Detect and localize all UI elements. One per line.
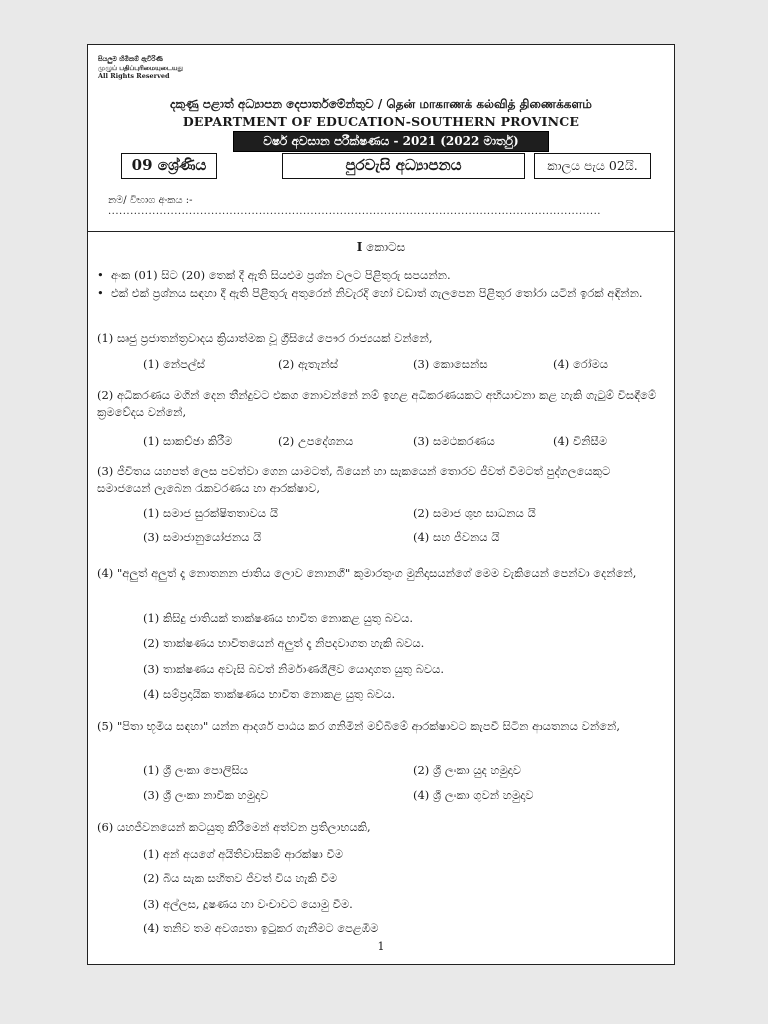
answer-option: (4) සම්ප්‍රදායික තාක්ෂණය භාවිත නොකළ යුතු බවය. [143,687,396,701]
answer-option: (3) අල්ලස, දූෂණය හා වංචාවට යොමු වීම. [143,897,353,911]
subject-box: පුරවැසි අධ්‍යාපනය [282,153,525,179]
answer-option: (4) ශ්‍රී ලංකා ගුවන් හමුදාව [413,788,534,802]
answer-option: (2) උපදේශනය [278,434,354,448]
answer-option: (4) සහ ජීවනය යි [413,530,500,544]
answer-option: (1) අන් අයගේ අයිතිවාසිකම් ආරක්ෂා වීම [143,847,344,861]
exam-paper [87,44,675,965]
question [97,387,664,421]
answer-option: (2) තාක්ෂණය භාවිතයෙන් අලුත් දෑ නිපදවාගත හැකි බවය. [143,636,425,650]
answer-option: (2) ශ්‍රී ලංකා යුද හමුදාව [413,763,522,777]
instruction-item [97,267,662,284]
copyright-notice [98,55,183,81]
bullet: • [97,286,104,300]
department-name-local: දකුණු පළාත් අධ්‍යාපන දෙපාර්තමේන්තුව / தென் மாகாணக் கல்வித் திணைக்களம் [170,97,592,111]
answer-option: (3) කොසෙන්ස [413,357,488,371]
answer-option: (3) සමාජානුයෝජනය යි [143,530,262,544]
answer-option: (3) තාක්ෂණය අවැසි බවත් නිර්මාණශීලීව යොදාගත යුතු බවය. [143,662,445,676]
answer-option: (1) ශ්‍රී ලංකා පොලිසිය [143,763,249,777]
question-number: (4) [97,566,114,580]
paper-header [88,45,674,232]
answer-option: (2) සමාජ ශුභ සාධනය යි [413,506,536,520]
question [97,330,664,347]
answer-option: (4) විනිසීම [553,434,608,448]
question-text: සෘජු ප්‍රජාතන්ත්‍රවාදය ක්‍රියාත්මක වූ ග්‍රීසියේ පෞර රාජ්‍යයක් වන්නේ, [116,331,433,345]
question [97,463,664,497]
answer-option: (3) සමථකරණය [413,434,495,448]
question [97,565,664,582]
page-number: 1 [377,940,385,953]
answer-option: (2) බිය සැක සහිතව ජීවත් විය හැකි වීම [143,871,338,885]
copyright-line: All Rights Reserved [98,72,170,80]
question-number: (2) [97,388,114,402]
answer-option: (1) සාකච්ඡා කිරීම [143,434,233,448]
instruction-text: අංක (01) සිට (20) තෙක් දී ඇති සියළුම ප්‍රශ්න වලට පිළිතුරු සපයන්න. [111,268,451,282]
name-label: නම/ විභාග අංකය :- [108,195,193,206]
question-text: "පිතා භූමිය සඳහා" යන්න ආදර්ශ පාඨය කර ගනිමින් මව්බිමේ ආරක්ෂාවට කැපවී සිටින ආයතනය වන්නේ, [116,719,620,733]
question [97,819,664,836]
answer-option: (1) කිසිදු ජාතියක් තාක්ෂණය භාවිත නොකළ යුතු බවය. [143,611,414,625]
bullet: • [97,268,104,282]
section-word: කොටස [366,240,406,254]
copyright-line: සියලුම හිමිකම් ඇවිරිණි [98,55,163,63]
copyright-line: முழுப் பதிப்புரிமையுடையது [98,63,184,72]
answer-option: (1) සමාජ සුරක්ෂිතතාවය යි [143,506,278,520]
answer-option: (4) රෝමය [553,357,609,371]
name-index-row [108,195,674,217]
answer-option: (1) නේපල්ස් [143,357,205,371]
instruction-item [97,285,662,302]
exam-title-banner: වර්ෂ අවසාන පරීක්ෂණය - 2021 (2022 මාර්තු) [233,131,549,152]
section-title [88,240,674,255]
question-text: යහජීවනයෙන් කටයුතු කිරීමෙන් අත්වන ප්‍රතිලාභයකි, [116,820,371,834]
answer-option: (2) ඇතැන්ස් [278,357,339,371]
question-number: (3) [97,464,114,478]
section-number: I [356,240,363,254]
question-number: (5) [97,719,114,733]
department-name-english: DEPARTMENT OF EDUCATION-SOUTHERN PROVINCE [182,114,580,129]
question-number: (6) [97,820,114,834]
question-text: අධිකරණය මගින් දෙන තීන්දුවට එකග නොවන්නේ නම් ඉහළ අධිකරණයකට අභියාචනා කළ හැකි ගැටුම් විසඳීමේ ක්‍රමවේදය වන්නේ, [97,388,657,419]
time-box: කාලය පැය 02යි. [534,153,651,179]
question-text: "අලුත් අලුත් දෑ නොතනන ජාතිය ලොව නොනගී" කුමාරතුංග මුනිදාසයන්ගේ මෙම වැකියෙන් පෙන්වා දෙන්නේ, [116,566,637,580]
instruction-text: එක් එක් ප්‍රශ්නය සඳහා දී ඇති පිළිතුරු අතුරෙන් නිවැරදි හෝ වඩාත් ගැලපෙන පිළිතුර තෝරා යටින් ඉරක් අඳින්න. [111,286,643,300]
question-number: (1) [97,331,114,345]
question [97,718,664,735]
answer-option: (3) ශ්‍රී ලංකා නාවික හමුදාව [143,788,269,802]
grade-box: 09 ශ්‍රේණිය [121,153,217,179]
question-text: ජීවිතය යහපත් ලෙස පවත්වා ගෙන යාමටත්, බියෙන් හා සැකයෙන් තොරව ජීවත් වීමටත් පුද්ගලයෙකුට සමාජයෙන් ලැබෙන රැකවරණය හා ආරක්ෂාව, [97,464,611,495]
answer-option: (4) තනිව තම අවශ්‍යතා ඉටුකර ගැනීමට පෙළඹීම [143,921,379,935]
name-fill-line: ...................................................................................................................................... [108,206,601,217]
